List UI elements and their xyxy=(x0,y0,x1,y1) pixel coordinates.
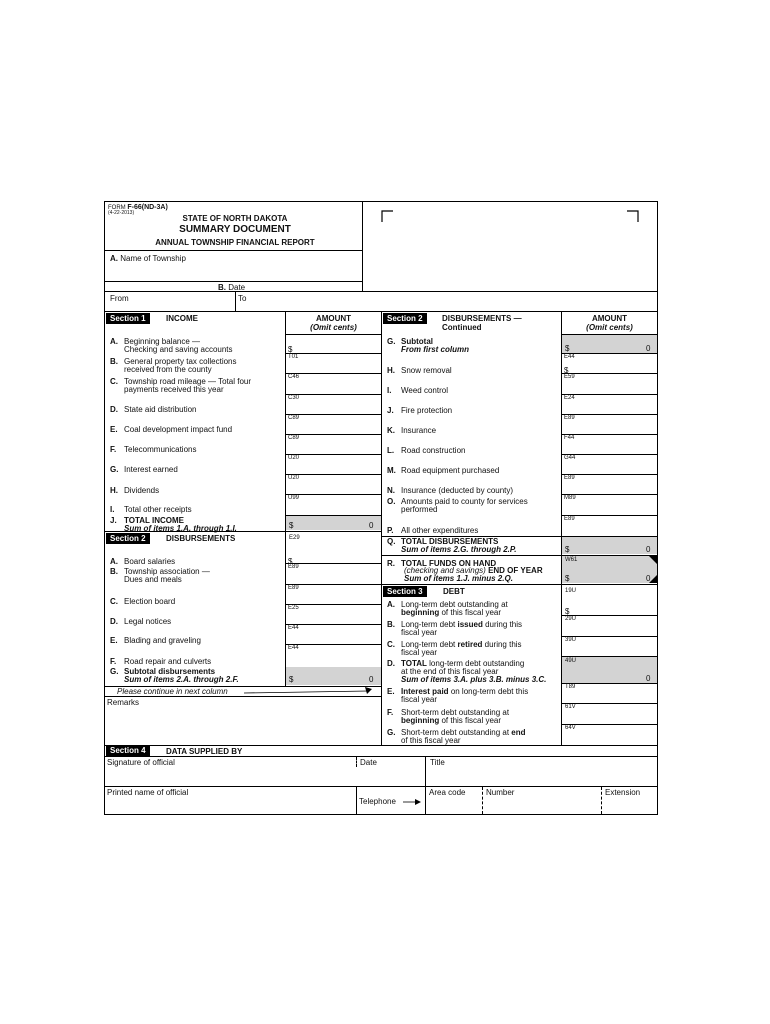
item-code: U99 xyxy=(288,495,300,501)
extension-label: Extension xyxy=(605,788,641,797)
item-label: Board salaries xyxy=(124,557,176,566)
item-code: E89 xyxy=(288,585,299,591)
date-field-label: Date xyxy=(360,758,377,767)
debt-e-line1: Interest paid on long-term debt this xyxy=(401,687,529,696)
item-dollar: $ xyxy=(288,557,293,566)
item-label-line2: Checking and saving accounts xyxy=(124,345,233,354)
stamp-corner-icon xyxy=(627,210,639,222)
debt-e-letter: E. xyxy=(387,687,395,696)
item-letter: C. xyxy=(110,597,118,606)
r-line2: (checking and savings) END OF YEAR xyxy=(404,566,543,575)
item-label-line2: payments received this year xyxy=(124,385,224,394)
item-code: E44 xyxy=(564,354,575,360)
title-field-label: Title xyxy=(430,758,445,767)
item-code: 29U xyxy=(565,616,577,622)
signature-label: Signature of official xyxy=(107,758,175,767)
item-label: Snow removal xyxy=(401,366,452,375)
item-letter: G. xyxy=(110,465,119,474)
q-dollar: $ xyxy=(565,545,570,554)
item-label: Beginning balance — xyxy=(124,337,201,346)
section-2-continued-subtitle: Continued xyxy=(442,323,482,332)
item-letter: E. xyxy=(110,425,118,434)
debt-d-value: 0 xyxy=(646,674,651,683)
r-label: TOTAL FUNDS ON HAND xyxy=(401,559,497,568)
item-letter: B. xyxy=(110,567,118,576)
amount-field[interactable] xyxy=(286,464,380,482)
item-label-line2: received from the county xyxy=(124,365,212,374)
item-label: Amounts paid to county for services xyxy=(401,497,528,506)
item-label: Telecommunications xyxy=(124,445,197,454)
arrow-icon xyxy=(244,686,374,696)
total-income-sub: Sum of items 1.A. through 1.I. xyxy=(124,524,237,533)
subtotal-from-first-column-field[interactable] xyxy=(562,335,657,353)
item-code: C89 xyxy=(288,415,300,421)
from-label: From xyxy=(110,294,129,303)
report-subtitle: ANNUAL TOWNSHIP FINANCIAL REPORT xyxy=(155,238,315,247)
remarks-field[interactable] xyxy=(107,708,377,744)
total-income-label: TOTAL INCOME xyxy=(124,516,184,525)
amount-field[interactable] xyxy=(286,444,380,462)
item-code: G44 xyxy=(564,455,576,461)
number-label: Number xyxy=(486,788,515,797)
item-code: E89 xyxy=(564,516,575,522)
r-letter: R. xyxy=(387,559,395,568)
item-code: M89 xyxy=(564,495,576,501)
total-income-value: 0 xyxy=(369,521,374,530)
item-code: U20 xyxy=(288,475,300,481)
printed-name-field[interactable] xyxy=(107,798,352,812)
item-code: E29 xyxy=(289,535,300,541)
total-disbursements-field[interactable] xyxy=(562,537,657,554)
item-letter: K. xyxy=(387,426,395,435)
debt-b-line2: fiscal year xyxy=(401,628,438,637)
item-label: Insurance (deducted by county) xyxy=(401,486,514,495)
section-2-continued-title: DISBURSEMENTS — xyxy=(442,314,522,323)
amount-field[interactable] xyxy=(562,496,656,514)
g-value: 0 xyxy=(646,344,651,353)
subtotal-letter: G. xyxy=(110,667,119,676)
item-letter: P. xyxy=(387,526,394,535)
debt-d-sub: Sum of items 3.A. plus 3.B. minus 3.C. xyxy=(401,675,547,684)
amount-field[interactable] xyxy=(286,566,380,584)
section-3-tag: Section 3 xyxy=(383,586,427,597)
q-sub: Sum of items 2.G. through 2.P. xyxy=(401,545,517,554)
item-letter: I. xyxy=(110,505,115,514)
amount-field[interactable] xyxy=(562,365,656,383)
item-label: Interest earned xyxy=(124,465,178,474)
debt-f-letter: F. xyxy=(387,708,394,717)
item-code: E44 xyxy=(288,625,299,631)
item-code: E25 xyxy=(288,605,299,611)
item-code: C30 xyxy=(288,395,300,401)
item-code: C46 xyxy=(288,374,300,380)
item-letter: A. xyxy=(110,337,118,346)
state-name: STATE OF NORTH DAKOTA xyxy=(182,214,288,223)
item-code: E89 xyxy=(288,564,299,570)
item-letter: F. xyxy=(110,657,117,666)
item-code: F44 xyxy=(564,435,575,441)
r-dollar: $ xyxy=(565,574,570,583)
township-name-label: A. Name of Township xyxy=(110,254,186,263)
debt-a-line1: Long-term debt outstanding at xyxy=(401,600,508,609)
item-label: Road repair and culverts xyxy=(124,657,212,666)
item-dollar: $ xyxy=(564,366,569,375)
debt-a-line2: beginning of this fiscal year xyxy=(401,608,502,617)
section-4-tag: Section 4 xyxy=(106,746,150,756)
debt-a-dollar: $ xyxy=(565,607,570,616)
item-label: Blading and graveling xyxy=(124,636,201,645)
item-letter: O. xyxy=(387,497,396,506)
debt-g-line1: Short-term debt outstanding at end xyxy=(401,728,526,737)
item-label: Township road mileage — Total four xyxy=(124,377,252,386)
item-code: E89 xyxy=(564,475,575,481)
amount-field[interactable] xyxy=(286,424,380,442)
telephone-label: Telephone xyxy=(359,797,396,806)
debt-d-letter: D. xyxy=(387,659,395,668)
debt-c-line1: Long-term debt retired during this xyxy=(401,640,522,649)
item-code: C89 xyxy=(288,435,300,441)
item-label: Total other receipts xyxy=(124,505,192,514)
item-label: Road equipment purchased xyxy=(401,466,500,475)
subtotal-label: Subtotal disbursements xyxy=(124,667,216,676)
item-letter: C. xyxy=(110,377,118,386)
item-dollar: $ xyxy=(288,345,293,354)
form-date: (4-22-2013) xyxy=(108,210,135,216)
item-label: General property tax collections xyxy=(124,357,237,366)
item-code: 49U xyxy=(565,658,577,664)
item-code: U20 xyxy=(288,455,300,461)
section-1-title: INCOME xyxy=(166,314,198,323)
section-2-tag: Section 2 xyxy=(106,533,150,544)
item-label: Coal development impact fund xyxy=(124,425,233,434)
subtotal-dollar: $ xyxy=(289,675,294,684)
debt-c-line2: fiscal year xyxy=(401,648,438,657)
item-letter: F. xyxy=(110,445,117,454)
item-code: E24 xyxy=(564,395,575,401)
r-value: 0 xyxy=(646,574,651,583)
date-field[interactable] xyxy=(360,768,422,784)
item-code: T89 xyxy=(565,684,576,690)
section-2-title: DISBURSEMENTS xyxy=(166,534,236,543)
section-4-title: DATA SUPPLIED BY xyxy=(166,747,243,756)
subtotal-sub: Sum of items 2.A. through 2.F. xyxy=(124,675,239,684)
item-code: E44 xyxy=(288,645,299,651)
item-letter: B. xyxy=(110,357,118,366)
item-label: All other expenditures xyxy=(401,526,479,535)
item-label: Road construction xyxy=(401,446,466,455)
debt-c-letter: C. xyxy=(387,640,395,649)
amount-sub: (Omit cents) xyxy=(586,323,633,332)
debt-g-letter: G. xyxy=(387,728,396,737)
total-debt-field[interactable] xyxy=(562,657,657,683)
total-income-field[interactable] xyxy=(286,516,381,530)
item-label: Fire protection xyxy=(401,406,453,415)
item-label: Legal notices xyxy=(124,617,172,626)
item-code: 61V xyxy=(565,704,576,710)
amount-field[interactable] xyxy=(286,356,380,374)
subtotal-field[interactable] xyxy=(286,667,381,685)
item-code: 64V xyxy=(565,725,576,731)
to-label: To xyxy=(238,294,247,303)
area-code-field[interactable] xyxy=(429,799,479,813)
total-income-dollar: $ xyxy=(289,521,294,530)
g-dollar: $ xyxy=(565,344,570,353)
extension-field[interactable] xyxy=(605,799,655,813)
g-sub: From first column xyxy=(401,345,470,354)
item-code: E89 xyxy=(564,415,575,421)
debt-d-line2: at the end of this fiscal year xyxy=(401,667,499,676)
title-field[interactable] xyxy=(430,768,655,784)
amount-field[interactable] xyxy=(286,596,380,614)
item-label-line2: Dues and meals xyxy=(124,575,182,584)
debt-f-line2: beginning of this fiscal year xyxy=(401,716,502,725)
item-letter: H. xyxy=(110,486,118,495)
amount-sub: (Omit cents) xyxy=(310,323,357,332)
item-letter: I. xyxy=(387,386,392,395)
corner-mark-icon xyxy=(649,556,657,564)
item-label: Weed control xyxy=(401,386,448,395)
item-label: State aid distribution xyxy=(124,405,197,414)
r-sub: Sum of items 1.J. minus 2.Q. xyxy=(404,574,513,583)
debt-d-line1: TOTAL long-term debt outstanding xyxy=(401,659,525,668)
item-letter: D. xyxy=(110,617,118,626)
item-label: Election board xyxy=(124,597,176,606)
debt-b-letter: B. xyxy=(387,620,395,629)
item-label: Dividends xyxy=(124,486,160,495)
debt-b-line1: Long-term debt issued during this xyxy=(401,620,522,629)
debt-g-line2: of this fiscal year xyxy=(401,736,461,745)
continue-note: Please continue in next column xyxy=(117,687,228,696)
form-id: F-66(ND-3A) xyxy=(127,204,168,211)
date-label: B. Date xyxy=(218,283,246,292)
g-letter: G. xyxy=(387,337,396,346)
g-label: Subtotal xyxy=(401,337,433,346)
item-label: Township association — xyxy=(124,567,210,576)
item-label: Insurance xyxy=(401,426,437,435)
item-letter: M. xyxy=(387,466,396,475)
q-letter: Q. xyxy=(387,537,396,546)
amount-head: AMOUNT xyxy=(591,314,628,323)
remarks-label: Remarks xyxy=(107,698,140,707)
item-letter: E. xyxy=(110,636,118,645)
item-letter: H. xyxy=(387,366,395,375)
page-title: SUMMARY DOCUMENT xyxy=(179,224,291,235)
item-letter: L. xyxy=(387,446,395,455)
stamp-corner-icon xyxy=(381,210,393,222)
item-letter: D. xyxy=(110,405,118,414)
area-code-label: Area code xyxy=(429,788,466,797)
item-letter: A. xyxy=(110,557,118,566)
subtotal-value: 0 xyxy=(369,675,374,684)
item-code: E59 xyxy=(564,374,575,380)
item-code: 19U xyxy=(565,588,577,594)
amount-field[interactable] xyxy=(286,376,380,394)
debt-e-line2: fiscal year xyxy=(401,695,438,704)
item-code: 39U xyxy=(565,637,577,643)
debt-a-letter: A. xyxy=(387,600,395,609)
q-value: 0 xyxy=(646,545,651,554)
total-income-letter: J. xyxy=(110,516,117,525)
item-letter: J. xyxy=(387,406,394,415)
section-2-continued-tag: Section 2 xyxy=(383,313,427,324)
signature-field[interactable] xyxy=(107,768,352,784)
amount-head: AMOUNT xyxy=(315,314,352,323)
item-code: W61 xyxy=(565,557,578,563)
section-1-tag: Section 1 xyxy=(106,313,150,324)
amount-field[interactable] xyxy=(286,616,380,634)
amount-field[interactable] xyxy=(286,404,380,422)
item-label-line2: performed xyxy=(401,505,438,514)
item-letter: N. xyxy=(387,486,395,495)
amount-field[interactable] xyxy=(286,336,380,354)
printed-name-label: Printed name of official xyxy=(107,788,189,797)
debt-f-line1: Short-term debt outstanding at xyxy=(401,708,510,717)
item-code: T01 xyxy=(288,354,299,360)
form-prefix: FORM F-66(ND-3A) xyxy=(108,204,168,211)
number-field[interactable] xyxy=(486,799,598,813)
q-label: TOTAL DISBURSEMENTS xyxy=(401,537,499,546)
arrow-right-icon xyxy=(403,798,421,806)
section-3-title: DEBT xyxy=(443,587,465,596)
